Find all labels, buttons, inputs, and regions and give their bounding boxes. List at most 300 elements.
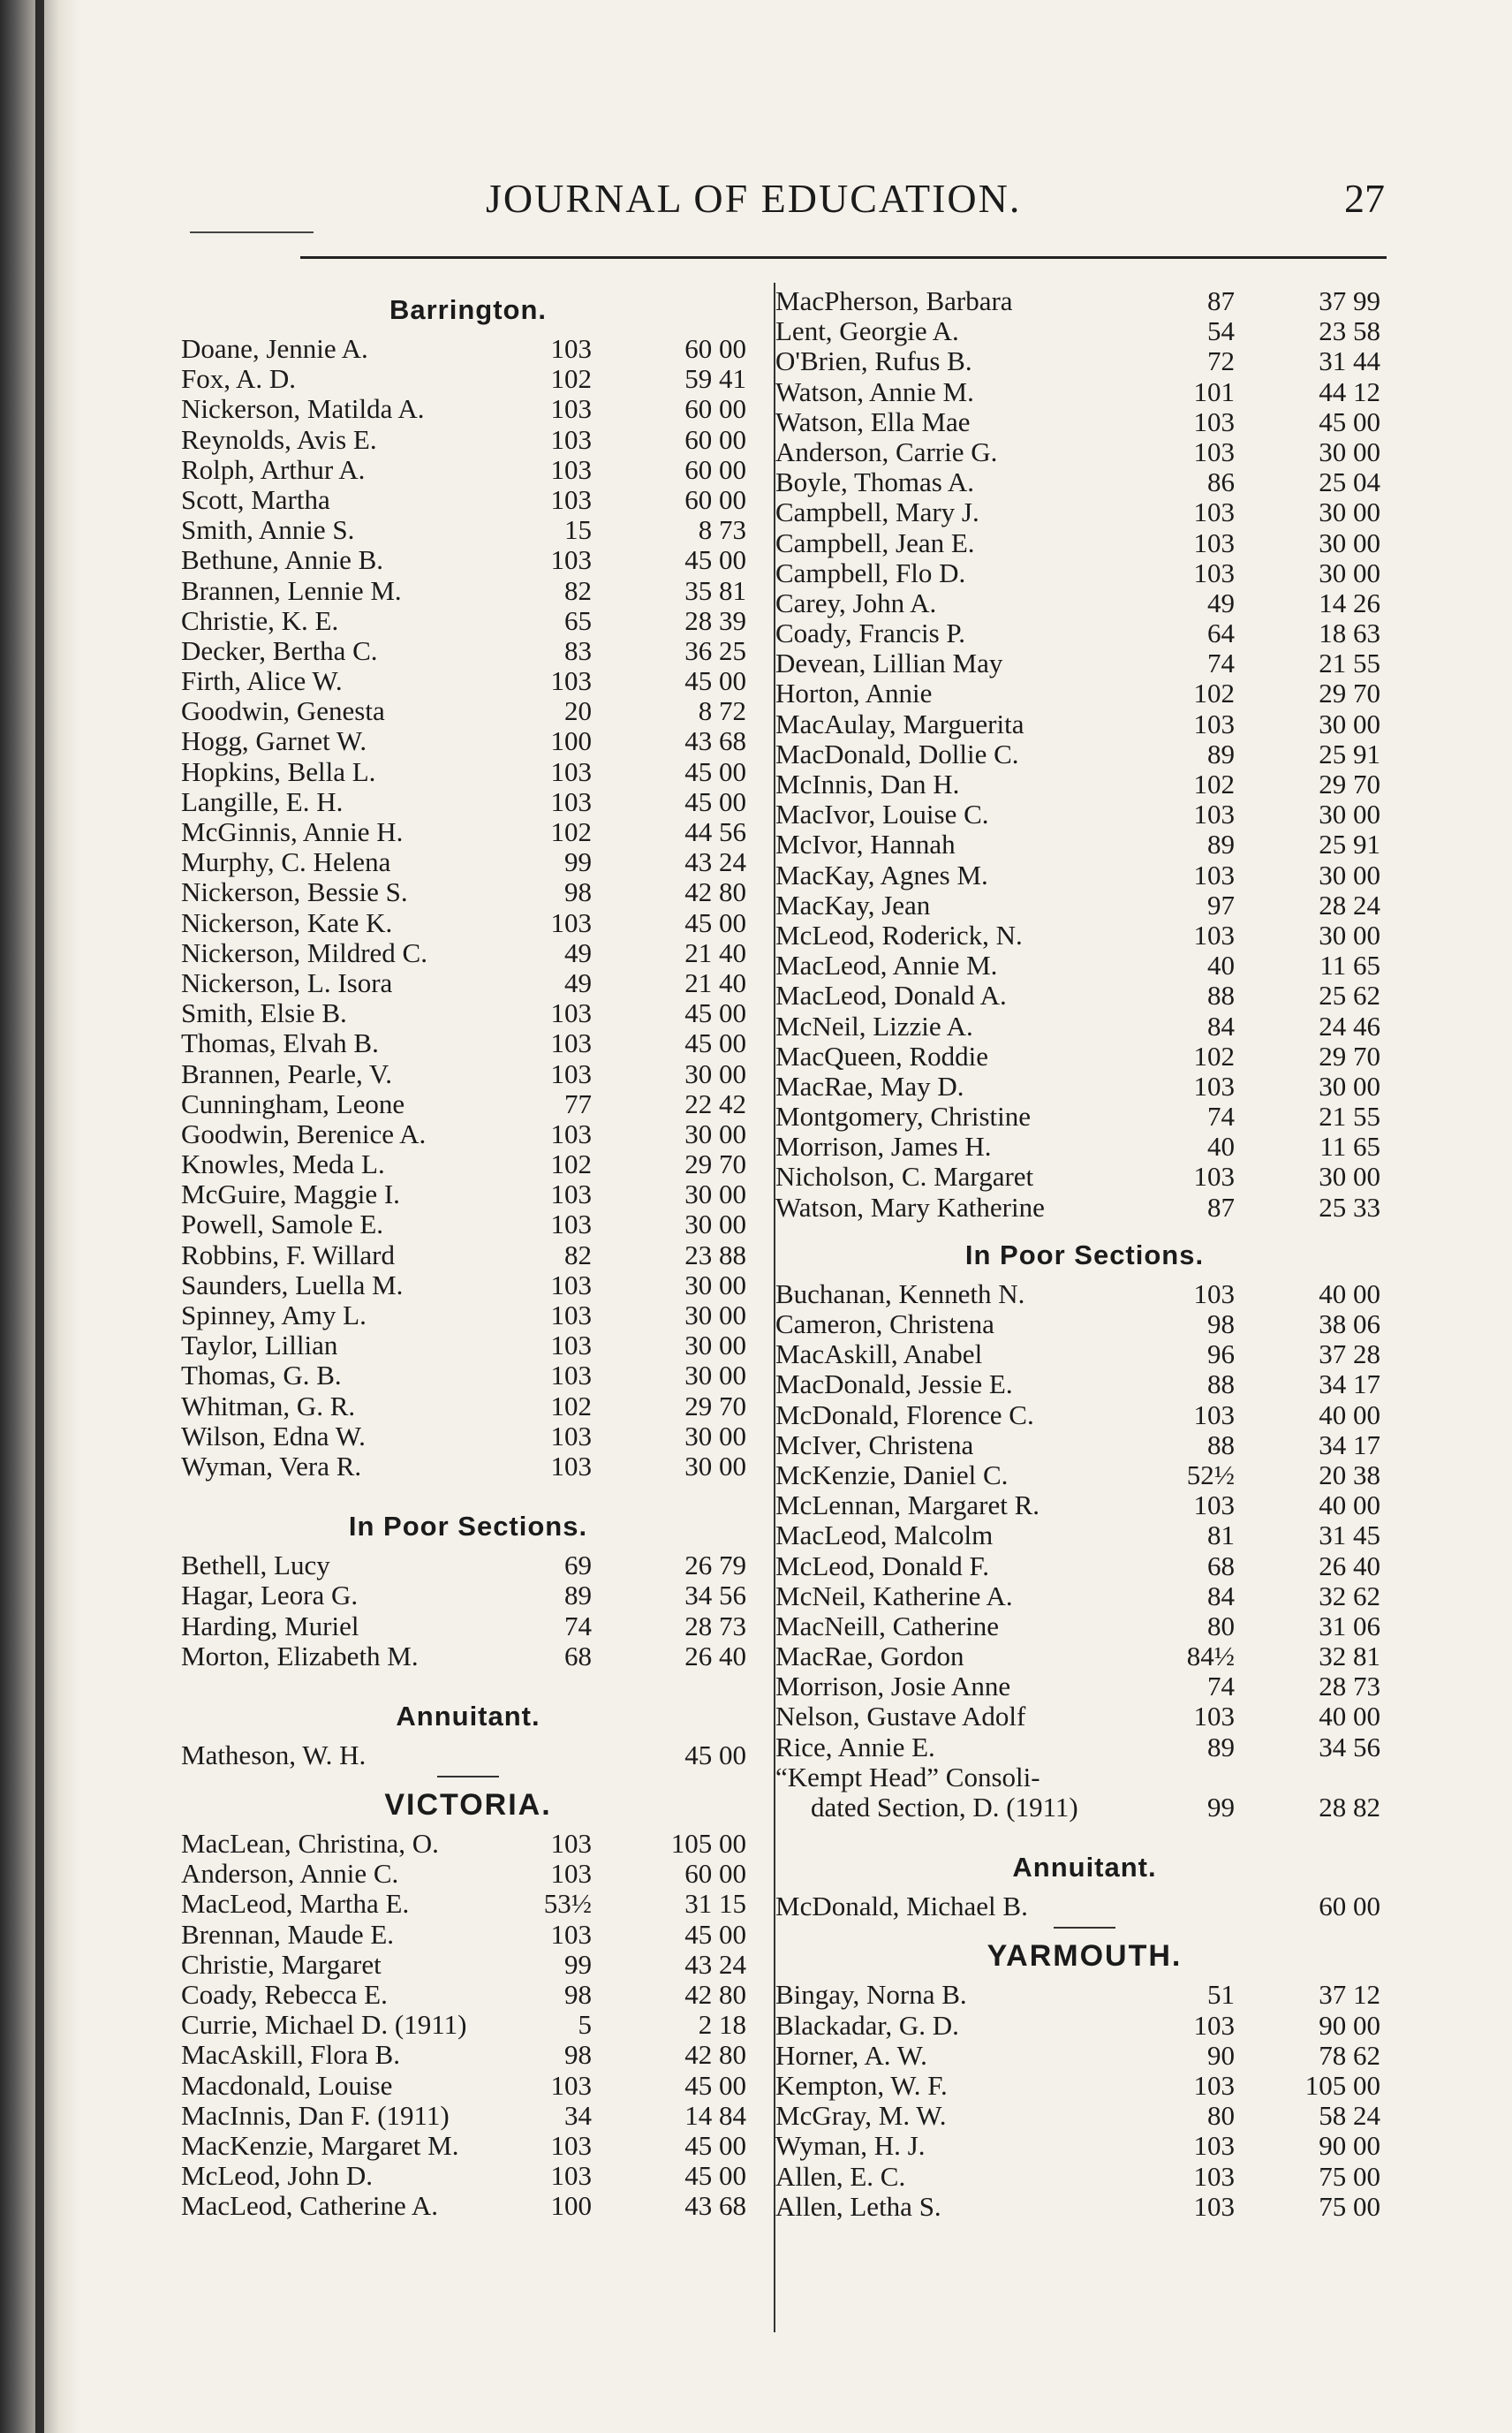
table-row <box>181 787 755 817</box>
days-taught: 103 <box>550 906 592 938</box>
table-row <box>181 2071 755 2101</box>
table-row <box>775 1309 1394 1339</box>
grant-amount: 30 00 <box>684 1330 746 1361</box>
teacher-name: McIver, Christena <box>775 1429 974 1460</box>
grant-amount: 78 62 <box>1319 2039 1380 2071</box>
table-row <box>775 1641 1394 1671</box>
days-taught: 88 <box>1207 1368 1235 1400</box>
days-taught: 88 <box>1207 1429 1235 1460</box>
days-taught: 103 <box>550 333 592 364</box>
table-row <box>775 1072 1394 1102</box>
days-taught: 103 <box>1193 1070 1235 1102</box>
table-row <box>775 2071 1394 2101</box>
teacher-name: Scott, Martha <box>181 483 330 515</box>
table-row <box>775 1460 1394 1490</box>
grant-amount: 60 00 <box>684 423 746 455</box>
grant-amount: 40 00 <box>1319 1277 1380 1309</box>
table-row <box>181 1059 755 1089</box>
teacher-name: Saunders, Luella M. <box>181 1269 404 1300</box>
grant-amount: 21 55 <box>1319 1101 1380 1133</box>
teacher-name: McNeil, Lizzie A. <box>775 1010 973 1042</box>
grant-amount: 14 84 <box>684 2099 746 2131</box>
grant-amount: 25 91 <box>1319 738 1380 769</box>
days-taught: 103 <box>1193 1277 1235 1309</box>
barrington-list <box>181 334 755 1482</box>
right-column <box>775 286 1394 2222</box>
days-taught: 40 <box>1207 1131 1235 1163</box>
days-taught: 103 <box>550 997 592 1029</box>
table-row <box>775 1702 1394 1732</box>
header-rule-left <box>190 231 314 233</box>
days-taught: 98 <box>564 1979 592 2010</box>
grant-amount: 40 00 <box>1319 1701 1380 1732</box>
grant-amount: 45 00 <box>684 1027 746 1059</box>
teacher-name: McLeod, Roderick, N. <box>775 919 1023 951</box>
teacher-name: McIvor, Hannah <box>775 829 956 860</box>
table-row <box>181 1330 755 1361</box>
days-taught: 89 <box>1207 1731 1235 1762</box>
table-row <box>775 558 1394 588</box>
grant-amount: 30 00 <box>684 1209 746 1240</box>
grant-amount: 60 00 <box>684 1858 746 1890</box>
table-row <box>775 800 1394 830</box>
days-taught: 83 <box>564 634 592 666</box>
grant-amount: 30 00 <box>1319 436 1380 467</box>
table-row <box>181 425 755 455</box>
days-taught: 103 <box>550 755 592 787</box>
left-column <box>181 286 755 2222</box>
days-taught: 103 <box>550 1209 592 1240</box>
days-taught: 74 <box>1207 648 1235 679</box>
days-taught: 103 <box>1193 496 1235 528</box>
table-row <box>775 1671 1394 1702</box>
grant-amount: 25 62 <box>1319 980 1380 1012</box>
teacher-name: Thomas, G. B. <box>181 1360 342 1391</box>
table-row <box>775 1490 1394 1520</box>
teacher-name: Coady, Rebecca E. <box>181 1979 388 2010</box>
days-taught: 100 <box>550 725 592 757</box>
table-row <box>181 1028 755 1058</box>
teacher-name: Wilson, Edna W. <box>181 1420 366 1451</box>
teacher-name: MacLeod, Martha E. <box>181 1888 410 1920</box>
teacher-name: Watson, Mary Katherine <box>775 1191 1045 1223</box>
teacher-name: MacKay, Jean <box>775 889 931 921</box>
grant-amount: 60 00 <box>684 333 746 364</box>
days-taught: 103 <box>1193 919 1235 951</box>
table-row <box>181 1149 755 1179</box>
days-taught: 49 <box>1207 587 1235 618</box>
table-row <box>181 394 755 424</box>
teacher-name: Morton, Elizabeth M. <box>181 1640 419 1671</box>
grant-amount: 34 17 <box>1319 1368 1380 1400</box>
teacher-name: Christie, K. E. <box>181 604 339 636</box>
days-taught: 103 <box>1193 2069 1235 2101</box>
teacher-name: MacInnis, Dan F. (1911) <box>181 2099 450 2131</box>
teacher-name: Rolph, Arthur A. <box>181 453 366 485</box>
grant-amount: 11 65 <box>1319 950 1380 982</box>
teacher-name: Bingay, Norna B. <box>775 1979 967 2011</box>
section-title-victoria: VICTORIA. <box>384 1788 552 1823</box>
days-taught: 103 <box>550 1450 592 1482</box>
days-taught: 101 <box>1193 375 1235 407</box>
grant-amount: 26 79 <box>684 1550 746 1581</box>
table-row <box>181 455 755 485</box>
table-row <box>181 1950 755 1980</box>
days-taught: 103 <box>550 1027 592 1059</box>
table-row <box>181 1119 755 1149</box>
grant-amount: 30 00 <box>684 1057 746 1089</box>
grant-amount: 105 00 <box>670 1828 746 1860</box>
days-taught: 64 <box>1207 618 1235 649</box>
days-taught: 103 <box>550 1300 592 1330</box>
teacher-name: Campbell, Mary J. <box>775 496 979 528</box>
table-row <box>181 1580 755 1611</box>
grant-amount: 45 00 <box>1319 406 1380 437</box>
grant-amount: 30 00 <box>684 1360 746 1391</box>
teacher-name: Carey, John A. <box>775 587 937 618</box>
grant-amount: 45 00 <box>684 2160 746 2192</box>
teacher-name: Goodwin, Genesta <box>181 695 385 727</box>
table-row <box>775 1102 1394 1132</box>
table-row <box>181 847 755 877</box>
table-row <box>775 2041 1394 2071</box>
days-taught: 103 <box>550 1828 592 1860</box>
table-row <box>775 2192 1394 2222</box>
days-taught: 103 <box>550 2160 592 2192</box>
grant-amount: 42 80 <box>684 2039 746 2071</box>
teacher-name: MacDonald, Jessie E. <box>775 1368 1013 1400</box>
days-taught: 53½ <box>543 1888 592 1920</box>
journal-title: JOURNAL OF EDUCATION. <box>486 176 1022 221</box>
table-row <box>181 1611 755 1641</box>
grant-amount: 35 81 <box>684 574 746 606</box>
table-row <box>775 2101 1394 2131</box>
teacher-name: Macdonald, Louise <box>181 2069 393 2101</box>
table-row <box>775 1430 1394 1460</box>
grant-amount: 34 56 <box>684 1580 746 1611</box>
table-row <box>181 1451 755 1482</box>
teacher-name: MacLeod, Catherine A. <box>181 2190 438 2222</box>
grant-amount: 30 00 <box>684 1450 746 1482</box>
days-taught: 65 <box>564 604 592 636</box>
table-row <box>181 2101 755 2131</box>
teacher-name: Hagar, Leora G. <box>181 1580 359 1611</box>
grant-amount: 60 00 <box>684 453 746 485</box>
table-row <box>775 1581 1394 1611</box>
grant-amount: 21 55 <box>1319 648 1380 679</box>
table-row <box>181 606 755 636</box>
table-row <box>775 1012 1394 1042</box>
teacher-name: McLeod, Donald F. <box>775 1550 990 1581</box>
table-row <box>181 2161 755 2191</box>
table-row <box>181 1240 755 1270</box>
table-row <box>775 1162 1394 1192</box>
teacher-name: McGuire, Maggie I. <box>181 1179 400 1210</box>
table-row <box>775 497 1394 527</box>
days-taught: 102 <box>1193 678 1235 709</box>
teacher-name: Blackadar, G. D. <box>775 2009 959 2041</box>
grant-amount: 22 42 <box>684 1088 746 1119</box>
table-row <box>181 1889 755 1919</box>
teacher-name: dated Section, D. (1911) <box>811 1792 1078 1823</box>
grant-amount: 8 73 <box>698 514 746 546</box>
grant-amount: 45 00 <box>684 906 746 938</box>
days-taught: 96 <box>1207 1338 1235 1370</box>
teacher-name: McKenzie, Daniel C. <box>775 1459 1009 1490</box>
days-taught: 103 <box>550 453 592 485</box>
grant-amount: 25 33 <box>1319 1191 1380 1223</box>
table-row <box>775 1551 1394 1581</box>
grant-amount: 105 00 <box>1304 2069 1380 2101</box>
section-title-poor-sections-right: In Poor Sections. <box>964 1239 1205 1270</box>
table-row <box>181 364 755 394</box>
grant-amount: 25 04 <box>1319 466 1380 498</box>
teacher-name: Campbell, Jean E. <box>775 527 975 558</box>
teacher-name: Langille, E. H. <box>181 785 344 817</box>
days-taught: 102 <box>1193 769 1235 800</box>
teacher-name: MacAulay, Marguerita <box>775 708 1024 739</box>
teacher-name: Nickerson, Mildred C. <box>181 936 427 968</box>
grant-amount: 36 25 <box>684 634 746 666</box>
days-taught: 69 <box>564 1550 592 1581</box>
teacher-name: MacLeod, Malcolm <box>775 1520 994 1551</box>
grant-amount: 30 00 <box>1319 527 1380 558</box>
teacher-name: MacAskill, Anabel <box>775 1338 983 1370</box>
binding-edge <box>35 0 44 2433</box>
grant-amount: 45 00 <box>684 785 746 817</box>
grant-amount: 75 00 <box>1319 2190 1380 2222</box>
days-taught: 103 <box>1193 1701 1235 1732</box>
table-row <box>775 981 1394 1011</box>
days-taught: 89 <box>1207 829 1235 860</box>
days-taught: 99 <box>1207 1792 1235 1823</box>
grant-amount: 30 00 <box>1319 799 1380 830</box>
grant-amount: 28 24 <box>1319 889 1380 921</box>
teacher-name: MacDonald, Dollie C. <box>775 738 1019 769</box>
grant-amount: 8 72 <box>698 695 746 727</box>
teacher-name: McGinnis, Annie H. <box>181 816 404 847</box>
table-row <box>181 1270 755 1300</box>
poor-sections-list-right <box>775 1279 1394 1823</box>
grant-amount: 40 00 <box>1319 1489 1380 1521</box>
days-taught: 84 <box>1207 1580 1235 1611</box>
table-row <box>775 528 1394 558</box>
days-taught: 84½ <box>1186 1641 1235 1672</box>
table-row <box>181 576 755 606</box>
days-taught: 103 <box>1193 436 1235 467</box>
header-rule <box>300 256 1387 259</box>
grant-amount: 20 38 <box>1319 1459 1380 1490</box>
teacher-name: Murphy, C. Helena <box>181 846 391 878</box>
grant-amount: 58 24 <box>1319 2100 1380 2132</box>
teacher-name: Morrison, Josie Anne <box>775 1671 1011 1702</box>
grant-amount: 42 80 <box>684 1979 746 2010</box>
table-row <box>181 485 755 515</box>
table-row <box>775 739 1394 769</box>
teacher-name: Nickerson, Matilda A. <box>181 393 425 425</box>
teacher-name: Nelson, Gustave Adolf <box>775 1701 1026 1732</box>
table-row <box>181 2131 755 2161</box>
teacher-name: Christie, Margaret <box>181 1948 382 1980</box>
grant-amount: 29 70 <box>684 1148 746 1180</box>
teacher-name: Horner, A. W. <box>775 2039 927 2071</box>
grant-amount: 32 62 <box>1319 1580 1380 1611</box>
grant-amount: 44 12 <box>1319 375 1380 407</box>
grant-amount: 30 00 <box>1319 919 1380 951</box>
days-taught: 89 <box>564 1580 592 1611</box>
section-title-yarmouth: YARMOUTH. <box>987 1939 1183 1974</box>
table-row <box>181 1089 755 1119</box>
teacher-name: Brannen, Lennie M. <box>181 574 402 606</box>
grant-amount: 23 88 <box>684 1239 746 1270</box>
days-taught: 100 <box>550 2190 592 2222</box>
days-taught: 103 <box>550 1269 592 1300</box>
grant-amount: 30 00 <box>684 1269 746 1300</box>
teacher-name: Hogg, Garnet W. <box>181 725 367 757</box>
teacher-name: MacLeod, Annie M. <box>775 950 998 982</box>
grant-amount: 45 00 <box>684 997 746 1029</box>
table-row <box>181 998 755 1028</box>
days-taught: 77 <box>564 1088 592 1119</box>
table-row <box>181 817 755 847</box>
teacher-name: Anderson, Annie C. <box>181 1858 399 1890</box>
days-taught: 103 <box>550 2129 592 2161</box>
grant-amount: 26 40 <box>684 1640 746 1671</box>
days-taught: 103 <box>1193 2130 1235 2162</box>
grant-amount: 34 17 <box>1319 1429 1380 1460</box>
grant-amount: 18 63 <box>1319 618 1380 649</box>
table-row <box>775 2162 1394 2192</box>
teacher-name: Anderson, Carrie G. <box>775 436 998 467</box>
grant-amount: 28 73 <box>684 1610 746 1641</box>
grant-amount: 37 99 <box>1319 285 1380 316</box>
table-row <box>775 678 1394 709</box>
days-taught: 87 <box>1207 1191 1235 1223</box>
table-row <box>181 636 755 666</box>
grant-amount: 43 68 <box>684 725 746 757</box>
yarmouth-list <box>775 1980 1394 2222</box>
teacher-name: Firth, Alice W. <box>181 665 343 697</box>
teacher-name: Knowles, Meda L. <box>181 1148 385 1180</box>
teacher-name: Fox, A. D. <box>181 363 297 395</box>
days-taught: 81 <box>1207 1520 1235 1551</box>
table-row <box>775 2131 1394 2161</box>
days-taught: 40 <box>1207 950 1235 982</box>
teacher-name: Goodwin, Berenice A. <box>181 1118 427 1149</box>
table-row <box>181 1920 755 1950</box>
table-row <box>775 1520 1394 1550</box>
teacher-name: Thomas, Elvah B. <box>181 1027 379 1059</box>
table-row <box>775 1369 1394 1399</box>
table-row <box>775 1891 1394 1921</box>
teacher-name: Powell, Samole E. <box>181 1209 384 1240</box>
teacher-name: Allen, Letha S. <box>775 2190 941 2222</box>
teacher-name: McGray, M. W. <box>775 2100 947 2132</box>
teacher-name: O'Brien, Rufus B. <box>775 345 972 377</box>
grant-amount: 59 41 <box>684 363 746 395</box>
teacher-name: Cunningham, Leone <box>181 1088 405 1119</box>
teacher-name: Matheson, W. H. <box>181 1739 367 1770</box>
table-row <box>775 1980 1394 2010</box>
teacher-name: MacIvor, Louise C. <box>775 799 989 830</box>
teacher-name: Devean, Lillian May <box>775 648 1003 679</box>
victoria-list <box>181 1829 755 2221</box>
days-taught: 102 <box>550 363 592 395</box>
teacher-name: MacAskill, Flora B. <box>181 2039 400 2071</box>
table-row <box>775 648 1394 678</box>
teacher-name: Coady, Francis P. <box>775 618 965 649</box>
grant-amount: 45 00 <box>684 2129 746 2161</box>
days-taught: 99 <box>564 1948 592 1980</box>
days-taught: 74 <box>1207 1671 1235 1702</box>
table-row <box>775 830 1394 860</box>
grant-amount: 26 40 <box>1319 1550 1380 1581</box>
grant-amount: 45 00 <box>684 1918 746 1950</box>
days-taught: 103 <box>550 393 592 425</box>
days-taught: 103 <box>1193 1398 1235 1430</box>
days-taught: 49 <box>564 936 592 968</box>
table-row <box>181 545 755 575</box>
grant-amount: 30 00 <box>684 1118 746 1149</box>
table-row <box>181 334 755 364</box>
table-row <box>181 666 755 696</box>
teacher-name: Rice, Annie E. <box>775 1731 935 1762</box>
days-taught: 103 <box>550 665 592 697</box>
grant-amount: 2 18 <box>698 2009 746 2041</box>
teacher-name: “Kempt Head” Consoli- <box>775 1761 1040 1793</box>
table-row <box>775 1042 1394 1072</box>
table-row <box>775 346 1394 376</box>
teacher-name: Harding, Muriel <box>181 1610 359 1641</box>
days-taught: 103 <box>1193 859 1235 891</box>
table-row <box>181 877 755 907</box>
table-row <box>775 709 1394 739</box>
days-taught: 103 <box>1193 2160 1235 2192</box>
days-taught: 102 <box>1193 1040 1235 1072</box>
table-row <box>775 951 1394 981</box>
table-row <box>181 908 755 938</box>
days-taught: 84 <box>1207 1010 1235 1042</box>
teacher-name: Brannen, Pearle, V. <box>181 1057 393 1089</box>
teacher-name: MacQueen, Roddie <box>775 1040 989 1072</box>
table-row <box>775 891 1394 921</box>
table-row <box>181 1829 755 1859</box>
teacher-name: Reynolds, Avis E. <box>181 423 377 455</box>
days-taught: 103 <box>1193 557 1235 588</box>
table-row <box>181 1179 755 1209</box>
grant-amount: 34 56 <box>1319 1731 1380 1762</box>
grant-amount: 45 00 <box>684 2069 746 2101</box>
grant-amount: 60 00 <box>684 483 746 515</box>
grant-amount: 30 00 <box>1319 496 1380 528</box>
grant-amount: 31 45 <box>1319 1520 1380 1551</box>
grant-amount: 29 70 <box>1319 678 1380 709</box>
teacher-name: Hopkins, Bella L. <box>181 755 376 787</box>
days-taught: 87 <box>1207 285 1235 316</box>
teacher-name: Buchanan, Kenneth N. <box>775 1277 1025 1309</box>
days-taught: 34 <box>564 2099 592 2131</box>
grant-amount: 37 12 <box>1319 1979 1380 2011</box>
days-taught: 103 <box>550 483 592 515</box>
section-divider-right <box>1054 1927 1115 1929</box>
table-row <box>181 1740 755 1770</box>
teacher-name: MacLean, Christina, O. <box>181 1828 439 1860</box>
grant-amount: 21 40 <box>684 966 746 998</box>
teacher-name: Doane, Jennie A. <box>181 333 368 364</box>
days-taught: 103 <box>1193 527 1235 558</box>
grant-amount: 25 91 <box>1319 829 1380 860</box>
table-row <box>181 1361 755 1391</box>
